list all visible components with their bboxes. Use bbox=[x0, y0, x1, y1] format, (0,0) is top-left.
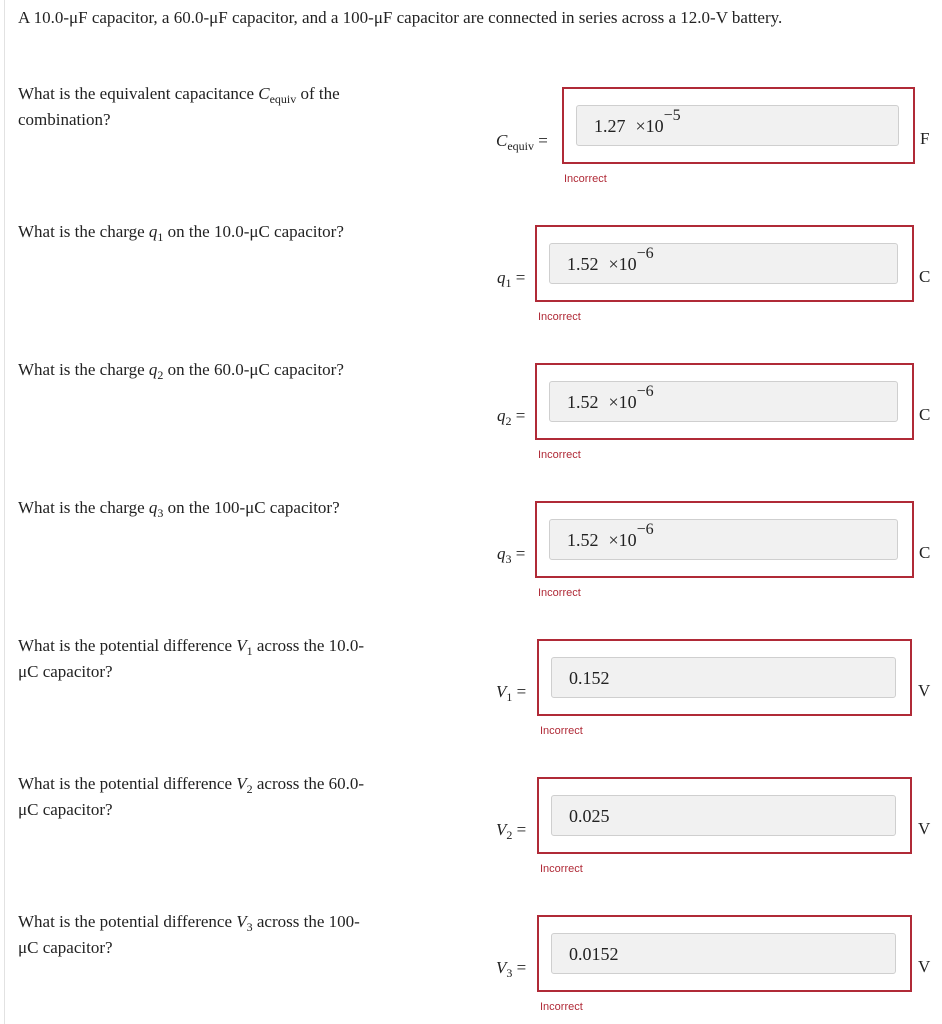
answer-box-q1 bbox=[535, 225, 914, 302]
label-subscript: 3 bbox=[506, 966, 513, 980]
answer-input-v1[interactable]: 0.152 bbox=[551, 657, 896, 698]
question-text: What is the potential difference bbox=[18, 636, 237, 655]
question-variable: V bbox=[236, 636, 247, 655]
question-text: on the 60.0-μC capacitor? bbox=[163, 360, 344, 379]
equals-sign: = bbox=[538, 131, 548, 150]
question-variable: V bbox=[236, 912, 247, 931]
answer-label-v1 bbox=[496, 682, 526, 702]
label-subscript: equiv bbox=[507, 139, 535, 153]
label-subscript: 2 bbox=[506, 828, 513, 842]
question-potential-v2 bbox=[18, 771, 368, 823]
answer-box-v3 bbox=[537, 915, 912, 992]
unit-label: V bbox=[918, 681, 931, 700]
equals-sign: = bbox=[515, 544, 526, 563]
question-text: What is the potential difference bbox=[18, 774, 237, 793]
answer-mantissa: 1.52 bbox=[567, 254, 599, 274]
answer-box-q2 bbox=[535, 363, 914, 440]
equals-sign: = bbox=[516, 958, 527, 977]
question-charge-q3 bbox=[18, 495, 368, 521]
equals-sign: = bbox=[515, 406, 526, 425]
equals-sign: = bbox=[516, 820, 527, 839]
times-ten: ×10 bbox=[608, 254, 637, 274]
question-variable-subscript: equiv bbox=[269, 92, 297, 106]
question-text: across the 10.0-μC capacitor? bbox=[18, 636, 365, 681]
unit-label: V bbox=[918, 957, 931, 976]
answer-input-q3[interactable] bbox=[549, 519, 898, 560]
unit-label: C bbox=[919, 405, 931, 424]
question-variable: V bbox=[236, 774, 247, 793]
answer-input-c-equiv[interactable] bbox=[576, 105, 899, 146]
times-ten: ×10 bbox=[608, 392, 637, 412]
question-text: What is the charge bbox=[18, 498, 149, 517]
question-charge-q2 bbox=[18, 357, 368, 383]
question-text: on the 10.0-μC capacitor? bbox=[163, 222, 344, 241]
question-variable-subscript: 1 bbox=[246, 644, 253, 658]
times-ten: ×10 bbox=[635, 116, 664, 136]
label-subscript: 3 bbox=[505, 552, 512, 566]
label-variable: V bbox=[496, 958, 507, 977]
answer-label-q3 bbox=[497, 544, 525, 564]
status-incorrect: Incorrect bbox=[540, 1001, 583, 1013]
question-variable-subscript: 3 bbox=[246, 920, 253, 934]
equals-sign: = bbox=[516, 682, 527, 701]
left-border bbox=[4, 0, 5, 1024]
answer-box-c-equiv bbox=[562, 87, 915, 164]
answer-exponent: −6 bbox=[636, 245, 654, 262]
status-incorrect: Incorrect bbox=[540, 863, 583, 875]
question-charge-q1 bbox=[18, 219, 368, 245]
answer-box-v2 bbox=[537, 777, 912, 854]
answer-input-v3[interactable]: 0.0152 bbox=[551, 933, 896, 974]
question-text: What is the charge bbox=[18, 222, 149, 241]
answer-mantissa: 1.52 bbox=[567, 392, 599, 412]
status-incorrect: Incorrect bbox=[538, 449, 581, 461]
label-variable: q bbox=[497, 268, 506, 287]
answer-label-q2 bbox=[497, 406, 525, 426]
answer-label-q1 bbox=[497, 268, 525, 288]
label-variable: V bbox=[496, 820, 507, 839]
question-text: across the 60.0-μC capacitor? bbox=[18, 774, 365, 819]
unit-label: V bbox=[918, 819, 931, 838]
times-ten: ×10 bbox=[608, 530, 637, 550]
question-text: What is the potential difference bbox=[18, 912, 237, 931]
status-incorrect: Incorrect bbox=[538, 311, 581, 323]
unit-label: C bbox=[919, 267, 931, 286]
label-subscript: 2 bbox=[505, 414, 512, 428]
label-variable: q bbox=[497, 406, 506, 425]
question-variable-subscript: 2 bbox=[157, 368, 164, 382]
answer-exponent: −6 bbox=[636, 383, 654, 400]
label-variable: C bbox=[496, 131, 508, 150]
status-incorrect: Incorrect bbox=[538, 587, 581, 599]
label-variable: V bbox=[496, 682, 507, 701]
label-subscript: 1 bbox=[505, 276, 512, 290]
question-equivalent-capacitance bbox=[18, 81, 368, 133]
answer-mantissa: 1.27 bbox=[594, 116, 626, 136]
question-variable-subscript: 1 bbox=[157, 230, 164, 244]
status-incorrect: Incorrect bbox=[540, 725, 583, 737]
question-text: What is the equivalent capacitance bbox=[18, 84, 259, 103]
question-variable: C bbox=[258, 84, 270, 103]
question-text: on the 100-μC capacitor? bbox=[163, 498, 340, 517]
answer-box-v1 bbox=[537, 639, 912, 716]
question-variable-subscript: 3 bbox=[157, 506, 164, 520]
unit-label: F bbox=[920, 129, 930, 148]
answer-mantissa: 1.52 bbox=[567, 530, 599, 550]
question-text: of the combination? bbox=[18, 84, 340, 129]
answer-input-q2[interactable] bbox=[549, 381, 898, 422]
unit-label: C bbox=[919, 543, 931, 562]
answer-exponent: −6 bbox=[636, 521, 654, 538]
question-text: across the 100-μC capacitor? bbox=[18, 912, 360, 957]
question-variable: q bbox=[148, 360, 158, 379]
question-variable: q bbox=[148, 498, 158, 517]
question-variable: q bbox=[148, 222, 158, 241]
problem-statement: A 10.0-μF capacitor, a 60.0-μF capacitor, and a 100-μF capacitor are connected in series across a 12.0-V battery. bbox=[18, 8, 783, 27]
label-subscript: 1 bbox=[506, 690, 513, 704]
question-potential-v3 bbox=[18, 909, 368, 961]
answer-input-q1[interactable] bbox=[549, 243, 898, 284]
label-variable: q bbox=[497, 544, 506, 563]
answer-label-v2 bbox=[496, 820, 526, 840]
answer-exponent: −5 bbox=[663, 107, 681, 124]
answer-box-q3 bbox=[535, 501, 914, 578]
question-potential-v1 bbox=[18, 633, 368, 685]
answer-label-v3 bbox=[496, 958, 526, 978]
equals-sign: = bbox=[515, 268, 526, 287]
answer-input-v2[interactable]: 0.025 bbox=[551, 795, 896, 836]
status-incorrect: Incorrect bbox=[564, 173, 607, 185]
answer-label-c-equiv bbox=[496, 131, 548, 151]
question-text: What is the charge bbox=[18, 360, 149, 379]
question-variable-subscript: 2 bbox=[246, 782, 253, 796]
